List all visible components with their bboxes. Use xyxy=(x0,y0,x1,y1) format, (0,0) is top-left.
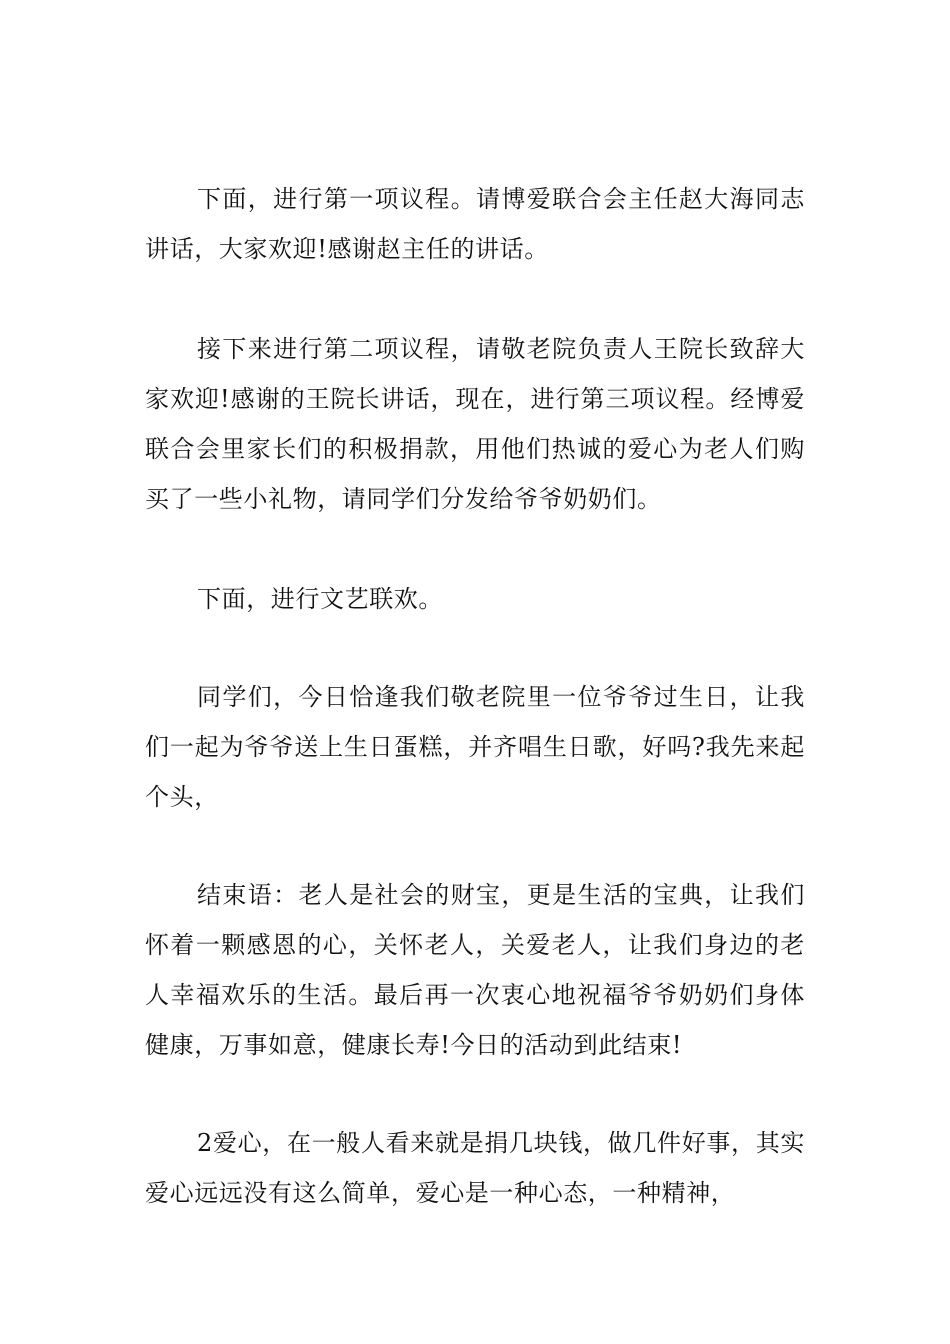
paragraph-closing-remarks: 结束语：老人是社会的财宝，更是生活的宝典，让我们怀着一颗感恩的心，关怀老人，关爱老人，让我们身边的老人幸福欢乐的生活。最后再一次衷心地祝福爷爷奶奶们身体健康，万事如意，健康长寿!今日的活动到此结束! xyxy=(145,881,805,1059)
paragraph-performance: 下面，进行文艺联欢。 xyxy=(197,585,443,613)
paragraph-agenda-two-three: 接下来进行第二项议程，请敬老院负责人王院长致辞大家欢迎!感谢的王院长讲话，现在，进行第三项议程。经博爱联合会里家长们的积极捐款，用他们热诚的爱心为老人们购买了一些小礼物，请同学们分发给爷爷奶奶们。 xyxy=(145,335,805,513)
paragraph-agenda-one: 下面，进行第一项议程。请博爱联合会主任赵大海同志讲话，大家欢迎!感谢赵主任的讲话。 xyxy=(145,185,805,263)
paragraph-birthday: 同学们，今日恰逢我们敬老院里一位爷爷过生日，让我们一起为爷爷送上生日蛋糕，并齐唱生日歌，好吗?我先来起个头， xyxy=(145,683,805,811)
paragraph-love-essay: 2爱心，在一般人看来就是捐几块钱，做几件好事，其实爱心远远没有这么简单，爱心是一种心态，一种精神， xyxy=(145,1129,805,1207)
